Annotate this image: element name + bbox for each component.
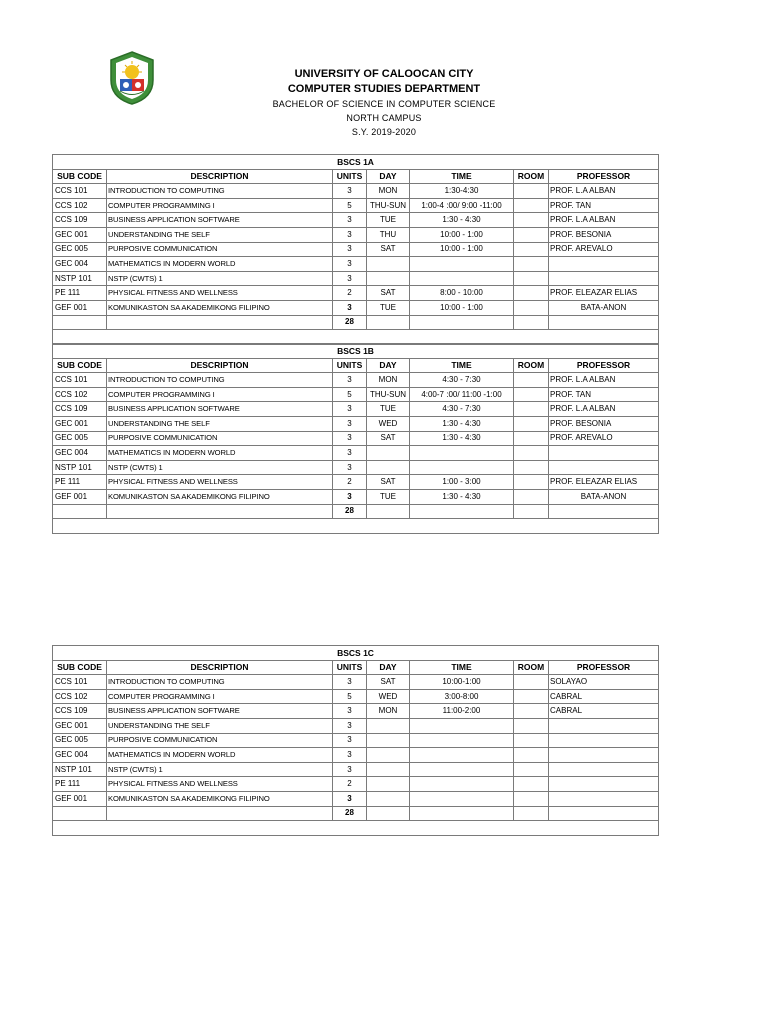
cell-code: GEF 001: [53, 489, 107, 504]
table-row: [53, 242, 659, 257]
cell-room: [514, 762, 549, 777]
cell-desc: MATHEMATICS IN MODERN WORLD: [107, 446, 333, 461]
cell-desc: COMPUTER PROGRAMMING I: [107, 387, 333, 402]
cell-day: [367, 777, 410, 792]
cell-units: 5: [333, 689, 367, 704]
cell-room: [514, 733, 549, 748]
cell-code: PE 111: [53, 286, 107, 301]
cell-room: [514, 416, 549, 431]
column-header: TIME: [410, 358, 514, 373]
cell-units: 3: [333, 373, 367, 388]
cell-time: [410, 777, 514, 792]
cell-code: GEC 001: [53, 718, 107, 733]
cell-prof: BATA-ANON: [549, 489, 659, 504]
empty-cell: [53, 504, 107, 519]
cell-units: 5: [333, 387, 367, 402]
cell-desc: NSTP (CWTS) 1: [107, 762, 333, 777]
total-units-row: [53, 504, 659, 519]
table-row: [53, 300, 659, 315]
university-name: UNIVERSITY OF CALOOCAN CITY: [294, 68, 474, 80]
table-row: [53, 416, 659, 431]
cell-units: 3: [333, 791, 367, 806]
cell-desc: UNDERSTANDING THE SELF: [107, 718, 333, 733]
cell-desc: BUSINESS APPLICATION SOFTWARE: [107, 213, 333, 228]
cell-room: [514, 257, 549, 272]
cell-time: 10:00-1:00: [410, 675, 514, 690]
column-header-row: [53, 169, 659, 184]
column-header: UNITS: [333, 660, 367, 675]
cell-room: [514, 184, 549, 199]
blank-row: [53, 821, 659, 836]
cell-room: [514, 446, 549, 461]
cell-units: 3: [333, 431, 367, 446]
cell-units: 2: [333, 777, 367, 792]
cell-units: 3: [333, 257, 367, 272]
cell-desc: PHYSICAL FITNESS AND WELLNESS: [107, 286, 333, 301]
column-header: ROOM: [514, 169, 549, 184]
empty-cell: [514, 806, 549, 821]
cell-time: 1:30-4:30: [410, 184, 514, 199]
document-header: [0, 67, 768, 139]
cell-code: CCS 109: [53, 402, 107, 417]
cell-code: CCS 109: [53, 704, 107, 719]
cell-desc: MATHEMATICS IN MODERN WORLD: [107, 748, 333, 763]
cell-desc: COMPUTER PROGRAMMING I: [107, 198, 333, 213]
table-row: [53, 475, 659, 490]
cell-day: TUE: [367, 213, 410, 228]
cell-units: 3: [333, 227, 367, 242]
table-row: [53, 431, 659, 446]
cell-desc: BUSINESS APPLICATION SOFTWARE: [107, 402, 333, 417]
cell-time: 4:30 - 7:30: [410, 373, 514, 388]
column-header: SUB CODE: [53, 169, 107, 184]
table-row: [53, 777, 659, 792]
department-name: COMPUTER STUDIES DEPARTMENT: [287, 83, 481, 95]
cell-room: [514, 373, 549, 388]
cell-code: GEC 005: [53, 431, 107, 446]
cell-units: 3: [333, 675, 367, 690]
cell-time: 1:00 - 3:00: [410, 475, 514, 490]
cell-time: [410, 271, 514, 286]
cell-prof: PROF. ELEAZAR ELIAS: [549, 286, 659, 301]
cell-desc: MATHEMATICS IN MODERN WORLD: [107, 257, 333, 272]
empty-cell: [549, 315, 659, 330]
cell-code: CCS 102: [53, 198, 107, 213]
cell-day: [367, 446, 410, 461]
cell-desc: PHYSICAL FITNESS AND WELLNESS: [107, 777, 333, 792]
cell-room: [514, 791, 549, 806]
cell-day: [367, 733, 410, 748]
cell-time: [410, 791, 514, 806]
empty-cell: [549, 504, 659, 519]
cell-desc: INTRODUCTION TO COMPUTING: [107, 675, 333, 690]
cell-units: 3: [333, 446, 367, 461]
table-row: [53, 704, 659, 719]
column-header: SUB CODE: [53, 660, 107, 675]
column-header: DESCRIPTION: [107, 358, 333, 373]
cell-prof: PROF. AREVALO: [549, 431, 659, 446]
cell-desc: PHYSICAL FITNESS AND WELLNESS: [107, 475, 333, 490]
section-title-row: [53, 155, 659, 170]
table-row: [53, 718, 659, 733]
cell-prof: PROF. ELEAZAR ELIAS: [549, 475, 659, 490]
cell-units: 3: [333, 242, 367, 257]
cell-prof: [549, 777, 659, 792]
cell-time: 1:30 - 4:30: [410, 489, 514, 504]
table-row: [53, 748, 659, 763]
table-row: [53, 373, 659, 388]
cell-desc: INTRODUCTION TO COMPUTING: [107, 184, 333, 199]
cell-prof: PROF. L.A ALBAN: [549, 402, 659, 417]
cell-code: NSTP 101: [53, 762, 107, 777]
cell-room: [514, 718, 549, 733]
cell-prof: PROF. L.A ALBAN: [549, 184, 659, 199]
total-units-row: [53, 315, 659, 330]
cell-day: TUE: [367, 300, 410, 315]
table-row: [53, 460, 659, 475]
cell-day: SAT: [367, 475, 410, 490]
section-title: BSCS 1B: [53, 344, 659, 359]
column-header: UNITS: [333, 358, 367, 373]
cell-prof: [549, 271, 659, 286]
table-row: [53, 402, 659, 417]
cell-units: 3: [333, 704, 367, 719]
cell-units: 2: [333, 286, 367, 301]
cell-room: [514, 689, 549, 704]
empty-cell: [410, 504, 514, 519]
empty-cell: [53, 315, 107, 330]
cell-desc: KOMUNIKASTON SA AKADEMIKONG FILIPINO: [107, 300, 333, 315]
cell-day: [367, 748, 410, 763]
cell-code: GEC 004: [53, 748, 107, 763]
cell-units: 3: [333, 213, 367, 228]
total-units: 28: [333, 504, 367, 519]
total-units: 28: [333, 806, 367, 821]
cell-room: [514, 475, 549, 490]
cell-units: 3: [333, 748, 367, 763]
column-header: DAY: [367, 169, 410, 184]
cell-units: 3: [333, 300, 367, 315]
cell-units: 3: [333, 489, 367, 504]
cell-room: [514, 675, 549, 690]
cell-day: [367, 718, 410, 733]
cell-time: [410, 460, 514, 475]
cell-prof: [549, 733, 659, 748]
school-year: S.Y. 2019-2020: [351, 127, 417, 137]
section-title-row: [53, 646, 659, 661]
cell-prof: PROF. BESONIA: [549, 416, 659, 431]
cell-time: 10:00 - 1:00: [410, 300, 514, 315]
cell-desc: PURPOSIVE COMMUNICATION: [107, 431, 333, 446]
cell-day: THU-SUN: [367, 198, 410, 213]
cell-room: [514, 489, 549, 504]
cell-room: [514, 300, 549, 315]
cell-time: [410, 446, 514, 461]
column-header-row: [53, 358, 659, 373]
cell-code: CCS 101: [53, 373, 107, 388]
cell-desc: PURPOSIVE COMMUNICATION: [107, 733, 333, 748]
cell-desc: BUSINESS APPLICATION SOFTWARE: [107, 704, 333, 719]
cell-desc: INTRODUCTION TO COMPUTING: [107, 373, 333, 388]
cell-prof: [549, 748, 659, 763]
table-row: [53, 198, 659, 213]
cell-code: CCS 102: [53, 387, 107, 402]
cell-desc: KOMUNIKASTON SA AKADEMIKONG FILIPINO: [107, 791, 333, 806]
cell-units: 3: [333, 762, 367, 777]
cell-prof: [549, 257, 659, 272]
cell-time: 10:00 - 1:00: [410, 227, 514, 242]
cell-room: [514, 777, 549, 792]
column-header: ROOM: [514, 660, 549, 675]
column-header: DAY: [367, 660, 410, 675]
table-row: [53, 271, 659, 286]
column-header: DESCRIPTION: [107, 660, 333, 675]
section-title: BSCS 1A: [53, 155, 659, 170]
cell-prof: [549, 762, 659, 777]
cell-day: MON: [367, 704, 410, 719]
cell-day: [367, 460, 410, 475]
cell-day: SAT: [367, 286, 410, 301]
cell-room: [514, 748, 549, 763]
table-row: [53, 257, 659, 272]
empty-cell: [53, 519, 659, 534]
cell-day: TUE: [367, 402, 410, 417]
cell-time: [410, 748, 514, 763]
cell-code: CCS 109: [53, 213, 107, 228]
cell-prof: PROF. BESONIA: [549, 227, 659, 242]
column-header: UNITS: [333, 169, 367, 184]
table-row: [53, 733, 659, 748]
cell-code: CCS 101: [53, 184, 107, 199]
cell-code: GEC 001: [53, 416, 107, 431]
empty-cell: [53, 806, 107, 821]
table-row: [53, 213, 659, 228]
table-row: [53, 446, 659, 461]
column-header: TIME: [410, 169, 514, 184]
cell-room: [514, 271, 549, 286]
column-header: PROFESSOR: [549, 358, 659, 373]
cell-room: [514, 431, 549, 446]
empty-cell: [549, 806, 659, 821]
cell-day: SAT: [367, 675, 410, 690]
cell-prof: [549, 460, 659, 475]
cell-room: [514, 460, 549, 475]
cell-prof: [549, 446, 659, 461]
cell-code: GEF 001: [53, 791, 107, 806]
cell-time: 11:00-2:00: [410, 704, 514, 719]
cell-day: TUE: [367, 489, 410, 504]
cell-prof: CABRAL: [549, 689, 659, 704]
empty-cell: [410, 806, 514, 821]
column-header: DAY: [367, 358, 410, 373]
cell-room: [514, 704, 549, 719]
cell-time: 1:30 - 4:30: [410, 431, 514, 446]
empty-cell: [367, 504, 410, 519]
empty-cell: [53, 821, 659, 836]
column-header: TIME: [410, 660, 514, 675]
cell-desc: KOMUNIKASTON SA AKADEMIKONG FILIPINO: [107, 489, 333, 504]
cell-time: 10:00 - 1:00: [410, 242, 514, 257]
cell-units: 3: [333, 460, 367, 475]
cell-code: GEC 005: [53, 733, 107, 748]
cell-units: 3: [333, 733, 367, 748]
schedule-table-bscs-1a: [52, 154, 659, 345]
campus-name: NORTH CAMPUS: [346, 113, 422, 123]
column-header: SUB CODE: [53, 358, 107, 373]
cell-prof: [549, 791, 659, 806]
table-row: [53, 286, 659, 301]
cell-units: 3: [333, 416, 367, 431]
schedule-table-bscs-1c: [52, 645, 659, 836]
cell-units: 5: [333, 198, 367, 213]
total-units: 28: [333, 315, 367, 330]
empty-cell: [107, 504, 333, 519]
cell-room: [514, 387, 549, 402]
cell-day: [367, 791, 410, 806]
cell-day: MON: [367, 373, 410, 388]
cell-time: 3:00-8:00: [410, 689, 514, 704]
cell-code: GEF 001: [53, 300, 107, 315]
cell-units: 2: [333, 475, 367, 490]
cell-day: SAT: [367, 431, 410, 446]
cell-code: NSTP 101: [53, 271, 107, 286]
cell-day: [367, 257, 410, 272]
column-header: DESCRIPTION: [107, 169, 333, 184]
cell-day: WED: [367, 689, 410, 704]
cell-code: GEC 005: [53, 242, 107, 257]
cell-time: [410, 733, 514, 748]
empty-cell: [367, 315, 410, 330]
section-title-row: [53, 344, 659, 359]
table-row: [53, 489, 659, 504]
cell-code: CCS 102: [53, 689, 107, 704]
cell-time: 1:30 - 4:30: [410, 213, 514, 228]
table-row: [53, 689, 659, 704]
cell-time: 4:30 - 7:30: [410, 402, 514, 417]
cell-desc: UNDERSTANDING THE SELF: [107, 416, 333, 431]
cell-prof: PROF. TAN: [549, 387, 659, 402]
table-row: [53, 387, 659, 402]
empty-cell: [107, 806, 333, 821]
cell-room: [514, 213, 549, 228]
cell-prof: PROF. L.A ALBAN: [549, 373, 659, 388]
cell-time: [410, 257, 514, 272]
cell-time: [410, 762, 514, 777]
cell-day: THU-SUN: [367, 387, 410, 402]
program-name: BACHELOR OF SCIENCE IN COMPUTER SCIENCE: [272, 99, 496, 109]
cell-prof: PROF. TAN: [549, 198, 659, 213]
cell-room: [514, 286, 549, 301]
cell-desc: NSTP (CWTS) 1: [107, 460, 333, 475]
cell-units: 3: [333, 184, 367, 199]
cell-prof: PROF. AREVALO: [549, 242, 659, 257]
cell-desc: COMPUTER PROGRAMMING I: [107, 689, 333, 704]
cell-day: [367, 271, 410, 286]
cell-room: [514, 227, 549, 242]
table-row: [53, 675, 659, 690]
blank-row: [53, 519, 659, 534]
column-header-row: [53, 660, 659, 675]
cell-desc: UNDERSTANDING THE SELF: [107, 227, 333, 242]
table-row: [53, 227, 659, 242]
cell-code: PE 111: [53, 475, 107, 490]
table-row: [53, 762, 659, 777]
cell-units: 3: [333, 271, 367, 286]
cell-time: 1:00-4 :00/ 9:00 -11:00: [410, 198, 514, 213]
cell-desc: PURPOSIVE COMMUNICATION: [107, 242, 333, 257]
cell-day: SAT: [367, 242, 410, 257]
empty-cell: [514, 504, 549, 519]
schedule-table-bscs-1b: [52, 343, 659, 534]
cell-day: THU: [367, 227, 410, 242]
cell-code: PE 111: [53, 777, 107, 792]
table-row: [53, 184, 659, 199]
cell-prof: BATA-ANON: [549, 300, 659, 315]
empty-cell: [107, 315, 333, 330]
cell-day: WED: [367, 416, 410, 431]
table-row: [53, 791, 659, 806]
cell-time: 8:00 - 10:00: [410, 286, 514, 301]
cell-day: [367, 762, 410, 777]
cell-room: [514, 198, 549, 213]
cell-desc: NSTP (CWTS) 1: [107, 271, 333, 286]
column-header: PROFESSOR: [549, 169, 659, 184]
cell-units: 3: [333, 718, 367, 733]
cell-units: 3: [333, 402, 367, 417]
cell-time: 1:30 - 4:30: [410, 416, 514, 431]
empty-cell: [514, 315, 549, 330]
cell-prof: PROF. L.A ALBAN: [549, 213, 659, 228]
column-header: ROOM: [514, 358, 549, 373]
empty-cell: [410, 315, 514, 330]
cell-time: 4:00-7 :00/ 11:00 -1:00: [410, 387, 514, 402]
total-units-row: [53, 806, 659, 821]
empty-cell: [367, 806, 410, 821]
cell-day: MON: [367, 184, 410, 199]
cell-code: CCS 101: [53, 675, 107, 690]
cell-room: [514, 242, 549, 257]
cell-prof: CABRAL: [549, 704, 659, 719]
cell-prof: SOLAYAO: [549, 675, 659, 690]
cell-code: GEC 004: [53, 257, 107, 272]
cell-code: NSTP 101: [53, 460, 107, 475]
column-header: PROFESSOR: [549, 660, 659, 675]
cell-code: GEC 001: [53, 227, 107, 242]
section-title: BSCS 1C: [53, 646, 659, 661]
cell-code: GEC 004: [53, 446, 107, 461]
cell-time: [410, 718, 514, 733]
cell-room: [514, 402, 549, 417]
cell-prof: [549, 718, 659, 733]
